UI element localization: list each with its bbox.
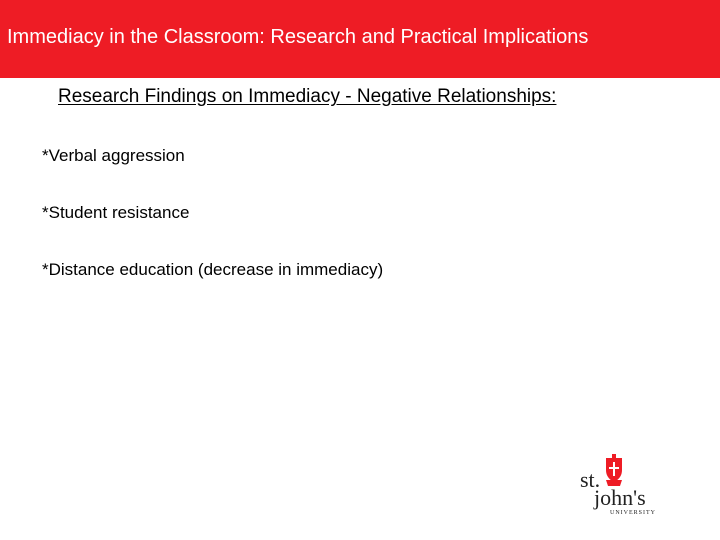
bullet-item-distance-education: *Distance education (decrease in immediacy) (42, 260, 384, 279)
bullet-item-student-resistance: *Student resistance (42, 203, 190, 222)
title-bar (0, 0, 720, 78)
slide-title: Immediacy in the Classroom: Research and Practical Implications (7, 26, 589, 48)
bullet-item-verbal-aggression: *Verbal aggression (42, 146, 185, 165)
st-johns-university-logo (578, 452, 660, 516)
bullet-list (42, 146, 383, 317)
crest-icon (606, 454, 622, 486)
logo-line-johns: john's (594, 485, 646, 510)
logo-line-st: st. (580, 467, 601, 492)
slide-subtitle: Research Findings on Immediacy - Negative Relationships: (58, 86, 557, 107)
logo-line-university: UNIVERSITY (610, 510, 656, 516)
